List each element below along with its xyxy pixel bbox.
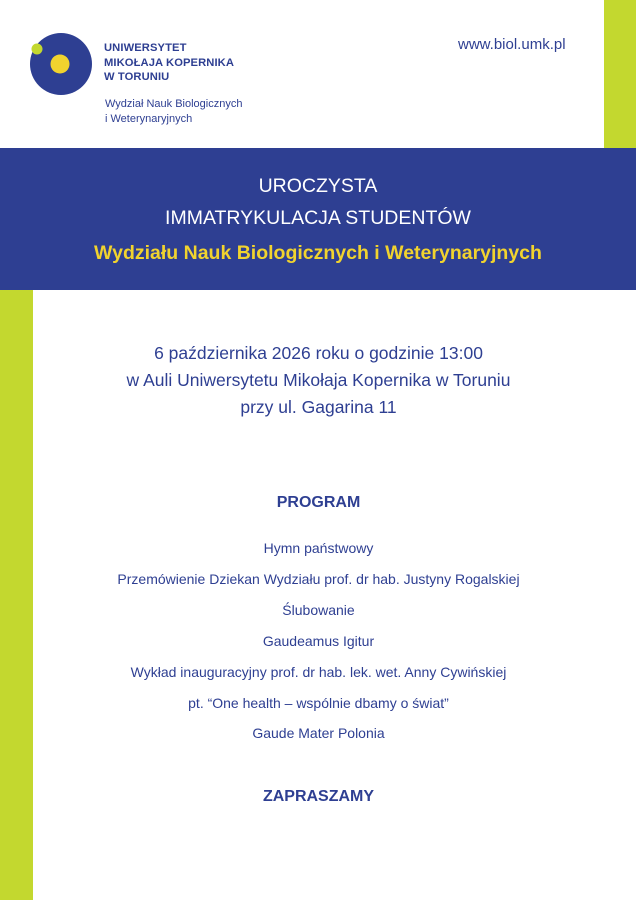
event-date: 6 października 2026 roku o godzinie 13:00	[154, 343, 483, 363]
university-name-line: UNIWERSYTET	[104, 42, 187, 54]
program-heading: PROGRAM	[276, 494, 361, 511]
accent-bar-left	[0, 290, 33, 900]
faculty-name-line: i Weterynaryjnych	[105, 112, 193, 125]
program-item: Ślubowanie	[282, 602, 355, 618]
event-address: przy ul. Gagarina 11	[240, 397, 397, 417]
program-item: Hymn państwowy	[263, 540, 374, 556]
accent-bar-top-right	[604, 0, 636, 148]
banner-faculty-line: Wydziału Nauk Biologicznych i Weterynaryjnych	[94, 242, 542, 264]
university-logo-icon	[30, 33, 92, 95]
title-banner	[0, 148, 636, 290]
program-item: Gaude Mater Polonia	[252, 725, 385, 741]
closing-invitation: ZAPRASZAMY	[262, 788, 375, 805]
program-item: Gaudeamus Igitur	[262, 633, 375, 649]
faculty-name	[105, 97, 242, 126]
banner-title-line1: UROCZYSTA	[258, 175, 378, 197]
university-name-line: MIKOŁAJA KOPERNIKA	[104, 56, 235, 69]
university-name-line: W TORUNIU	[104, 71, 170, 83]
event-place: w Auli Uniwersytetu Mikołaja Kopernika w Toruniu	[126, 370, 511, 390]
program-item: pt. “One health – wspólnie dbamy o świat”	[188, 695, 449, 711]
university-name	[104, 41, 234, 85]
faculty-name-line: Wydział Nauk Biologicznych	[105, 98, 243, 110]
program-item: Wykład inauguracyjny prof. dr hab. lek. wet. Anny Cywińskiej	[130, 664, 507, 680]
program-item: Przemówienie Dziekan Wydziału prof. dr hab. Justyny Rogalskiej	[117, 571, 520, 587]
website-url: www.biol.umk.pl	[458, 36, 566, 53]
banner-title-line2: IMMATRYKULACJA STUDENTÓW	[165, 207, 471, 229]
